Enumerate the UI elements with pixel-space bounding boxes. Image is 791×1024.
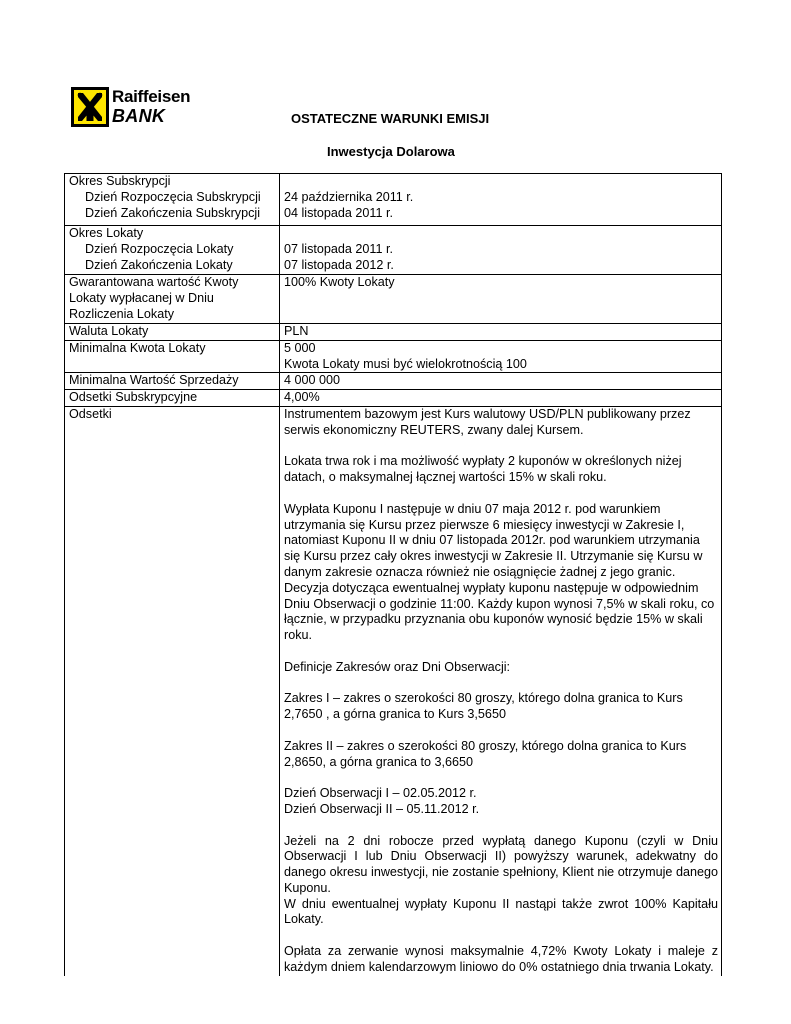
subscription-start-label: Dzień Rozpoczęcia Subskrypcji [85, 189, 261, 204]
interest-paragraph: Lokata trwa rok i ma możliwość wypłaty 2 kuponów w określonych niżej datach, o maksymalnej łącznej wartości 15% w skali roku. [284, 454, 682, 485]
document-title: OSTATECZNE WARUNKI EMISJI [291, 111, 490, 126]
currency-label: Waluta Lokaty [65, 324, 280, 341]
currency-value: PLN [280, 324, 722, 341]
value-cell [280, 340, 722, 373]
minimum-sales-value: 4 000 000 [280, 373, 722, 390]
subscription-end-label: Dzień Zakończenia Subskrypcji [85, 205, 260, 220]
minimum-amount-note: Kwota Lokaty musi być wielokrotnością 100 [284, 356, 527, 371]
logo-brand-name: Raiffeisen [112, 87, 191, 106]
deposit-start-label: Dzień Rozpoczęcia Lokaty [85, 241, 234, 256]
table-row-currency [65, 324, 722, 341]
observation-date-2: Dzień Obserwacji II – 05.11.2012 r. [284, 801, 480, 816]
terms-table [64, 173, 722, 976]
table-row-minimum-sales [65, 373, 722, 390]
table-row-interest [65, 406, 722, 975]
bank-logo [71, 87, 201, 129]
subscription-period-label: Okres Subskrypcji [69, 174, 171, 188]
table-row-subscription-period [65, 174, 722, 226]
deposit-period-label: Okres Lokaty [69, 226, 144, 240]
subscription-end-value: 04 listopada 2011 r. [284, 205, 393, 220]
interest-paragraph: Opłata za zerwanie wynosi maksymalnie 4,72% Kwoty Lokaty i maleje z każdym dniem kalendarzowym liniowo do 0% ostatniego dnia trwania Lokaty. [284, 944, 718, 974]
value-cell [280, 226, 722, 275]
interest-paragraph: Zakres I – zakres o szerokości 80 groszy, którego dolna granica to Kurs 2,7650 , a górna granica to Kurs 3,5650 [284, 691, 683, 722]
deposit-end-label: Dzień Zakończenia Lokaty [85, 257, 233, 272]
subscription-start-value: 24 października 2011 r. [284, 189, 414, 204]
subscription-interest-label: Odsetki Subskrypcyjne [65, 390, 280, 407]
table-row-minimum-amount [65, 340, 722, 373]
interest-paragraph: W dniu ewentualnej wypłaty Kuponu II nastąpi także zwrot 100% Kapitału Lokaty. [284, 896, 718, 927]
interest-paragraph: Wypłata Kuponu I następuje w dniu 07 maja 2012 r. pod warunkiem utrzymania się Kursu przez pierwsze 6 miesięcy inwestycji w Zakresie I, natomiast Kuponu II w dniu 07 listopada 2012r. pod warunkiem utrzymania się Kursu przez cały okres inwestycji w Zakresie II. Utrzymanie się Kursu w danym zakresie oznacza również nie osiągnięcie żadnej z jego granic. [284, 501, 703, 579]
value-cell [280, 174, 722, 226]
interest-paragraph: Jeżeli na 2 dni robocze przed wypłatą danego Kuponu (czyli w Dniu Obserwacji I lub Dniu Obserwacji II) powyższy warunek, adekwatny do danego okresu inwestycji, nie zostanie spełniony, Klient nie otrzymuje danego Kuponu. [284, 833, 718, 895]
guaranteed-value-label: Gwarantowana wartość Kwoty Lokaty wypłacanej w Dniu Rozliczenia Lokaty [65, 275, 280, 324]
table-row-guaranteed-value [65, 275, 722, 324]
document-subtitle: Inwestycja Dolarowa [327, 144, 455, 159]
minimum-amount-value: 5 000 [284, 340, 316, 355]
table-row-deposit-period [65, 226, 722, 275]
interest-paragraph: Definicje Zakresów oraz Dni Obserwacji: [284, 659, 511, 674]
deposit-end-value: 07 listopada 2012 r. [284, 257, 394, 272]
raiffeisen-crossed-horse-heads-logo-icon [71, 87, 109, 127]
minimum-amount-label: Minimalna Kwota Lokaty [65, 340, 280, 373]
minimum-sales-label: Minimalna Wartość Sprzedaży [65, 373, 280, 390]
label-cell [65, 226, 280, 275]
deposit-start-value: 07 listopada 2011 r. [284, 241, 393, 256]
interest-paragraph: Decyzja dotycząca ewentualnej wypłaty kuponu następuje w odpowiednim Dniu Obserwacji o godzinie 11:00. Każdy kupon wynosi 7,5% w skali roku, co łącznie, w przypadku przyznania obu kuponów wynosić będzie 15% w skali roku. [284, 580, 715, 643]
logo-brand-bank: BANK [112, 106, 166, 126]
subscription-interest-value: 4,00% [280, 390, 722, 407]
interest-description [280, 406, 722, 975]
guaranteed-value: 100% Kwoty Lokaty [280, 275, 722, 324]
interest-label: Odsetki [65, 406, 280, 975]
table-row-subscription-interest [65, 390, 722, 407]
interest-paragraph: Zakres II – zakres o szerokości 80 groszy, którego dolna granica to Kurs 2,8650, a górna granica to 3,6650 [284, 738, 687, 769]
label-cell [65, 174, 280, 226]
observation-date-1: Dzień Obserwacji I – 02.05.2012 r. [284, 786, 477, 801]
interest-paragraph: Instrumentem bazowym jest Kurs walutowy USD/PLN publikowany przez serwis ekonomiczny REUTERS, zwany dalej Kursem. [284, 406, 691, 437]
